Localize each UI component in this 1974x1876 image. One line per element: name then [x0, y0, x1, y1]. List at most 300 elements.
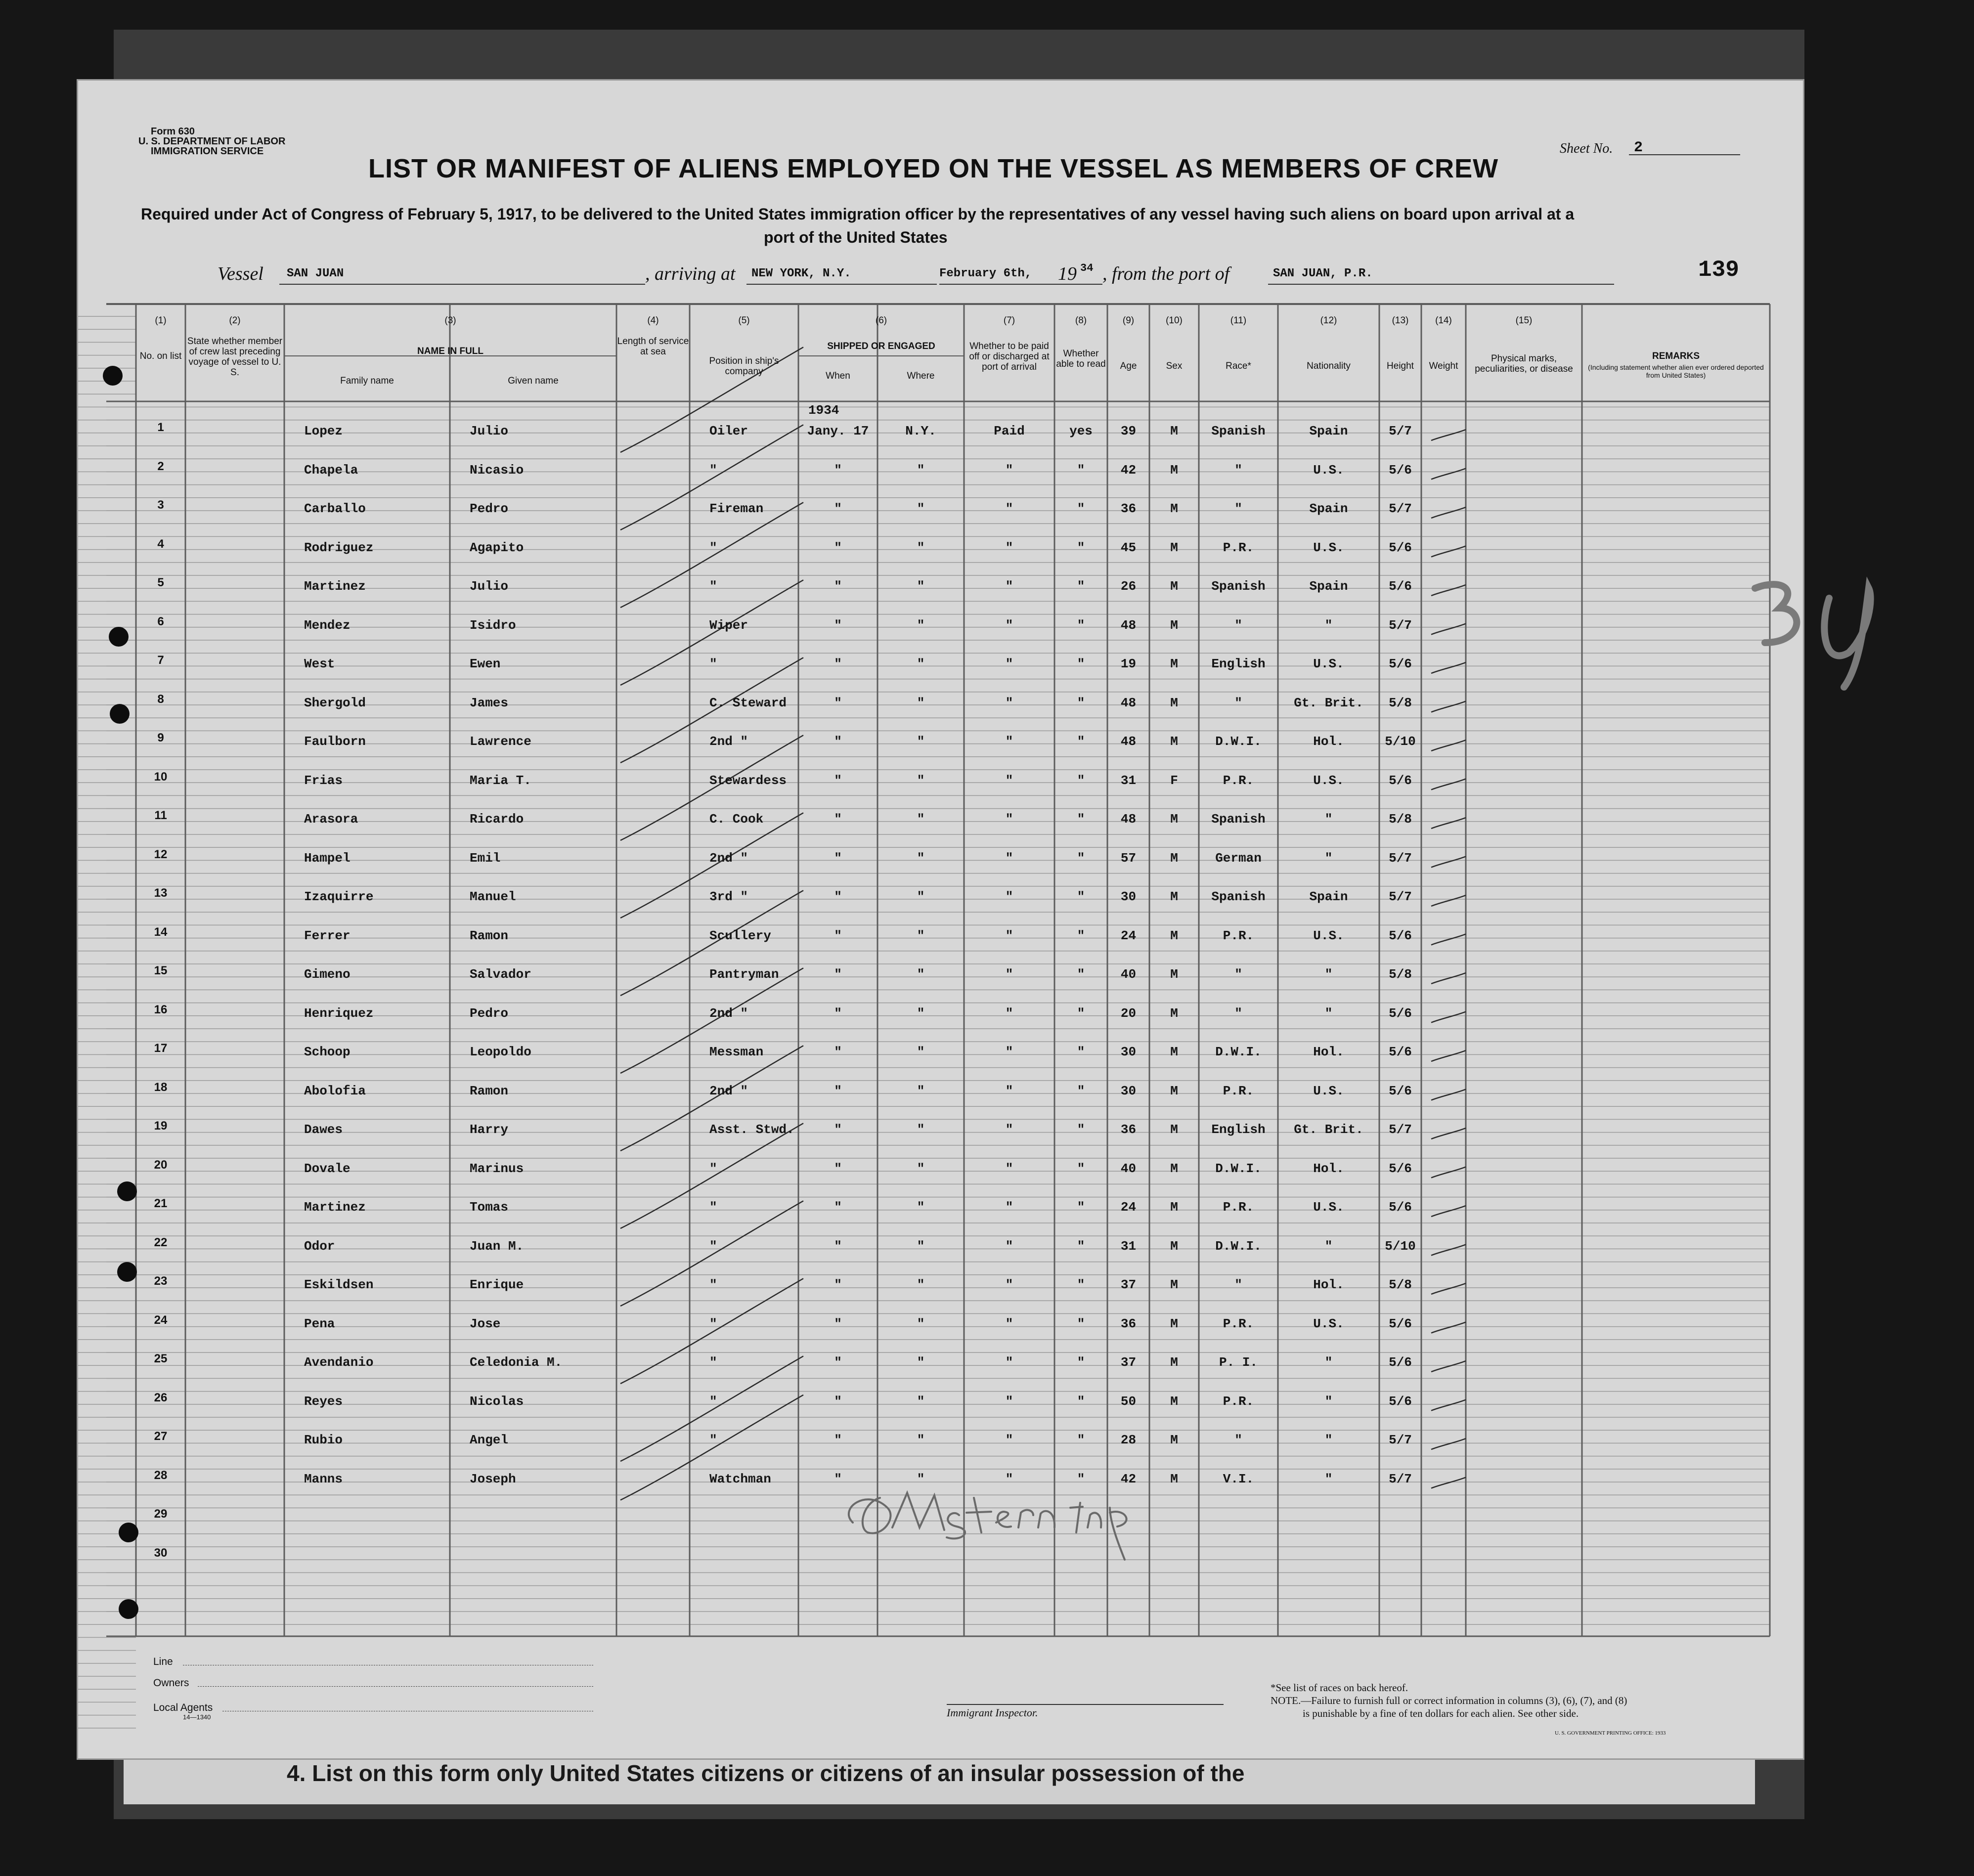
cell-age: 36: [1120, 501, 1137, 516]
cell-shipped-when: ": [834, 1394, 842, 1409]
cell-able-to-read: ": [1077, 540, 1085, 555]
weight-tick-mark: [1431, 895, 1466, 906]
document-subtitle-line2: port of the United States: [764, 228, 948, 246]
column-number-11: (11): [1230, 315, 1247, 326]
cell-able-to-read: ": [1077, 1471, 1085, 1486]
cell-position: 2nd ": [709, 1083, 748, 1098]
manifest-sheet: [77, 79, 1804, 1760]
cell-nationality: U.S.: [1313, 928, 1344, 943]
column-number-9: (9): [1122, 315, 1135, 326]
weight-tick-mark: [1431, 1322, 1466, 1333]
cell-paid-off: ": [1005, 1200, 1013, 1215]
cell-family-name: Carballo: [304, 501, 366, 516]
cell-height: 5/6: [1389, 462, 1412, 478]
cell-sex: M: [1170, 1005, 1178, 1021]
cell-sex: M: [1170, 540, 1178, 555]
cell-position: ": [709, 1355, 717, 1370]
cell-shipped-when: ": [834, 1277, 842, 1292]
cell-race: Spanish: [1211, 812, 1266, 827]
cell-nationality: Gt. Brit.: [1294, 1122, 1363, 1137]
cell-race: V.I.: [1223, 1471, 1254, 1486]
cell-shipped-where: ": [917, 850, 925, 866]
cell-position: 3rd ": [709, 889, 748, 904]
cell-age: 37: [1120, 1277, 1137, 1292]
cell-family-name: Gimeno: [304, 967, 351, 982]
cell-height: 5/6: [1389, 1005, 1412, 1021]
row-number: 16: [154, 1003, 168, 1016]
weight-tick-mark: [1431, 857, 1466, 868]
weight-tick-mark: [1431, 779, 1466, 790]
cell-shipped-when: ": [834, 967, 842, 982]
cell-race: Spanish: [1211, 889, 1266, 904]
cell-paid-off: ": [1005, 967, 1013, 982]
cell-nationality: Spain: [1309, 889, 1348, 904]
weight-tick-mark: [1431, 430, 1466, 440]
cell-shipped-when: ": [834, 579, 842, 594]
cell-nationality: U.S.: [1313, 1316, 1344, 1331]
header-race: Race*: [1226, 361, 1251, 371]
cell-shipped-where: ": [917, 656, 925, 671]
cell-race: P.R.: [1223, 1200, 1254, 1215]
cell-paid-off: ": [1005, 1471, 1013, 1486]
cell-height: 5/7: [1389, 424, 1412, 438]
row-number: 30: [154, 1546, 168, 1560]
cell-able-to-read: ": [1077, 889, 1085, 904]
document-subtitle-line1: Required under Act of Congress of February 5, 1917, to be delivered to the United States immigration officer by the representatives of any vessel having such aliens on board upon arrival at a: [141, 205, 1575, 223]
weight-tick-mark: [1431, 1400, 1466, 1411]
cell-race: ": [1234, 695, 1242, 710]
cell-family-name: Schoop: [304, 1045, 351, 1059]
cell-shipped-where: ": [917, 773, 925, 788]
departure-port: SAN JUAN, P.R.: [1273, 267, 1373, 280]
cell-sex: M: [1170, 462, 1178, 478]
cell-given-name: Ramon: [470, 928, 509, 943]
cell-shipped-when: ": [834, 1122, 842, 1137]
cell-nationality: ": [1324, 1355, 1333, 1370]
cell-sex: M: [1170, 1045, 1178, 1059]
cell-able-to-read: ": [1077, 928, 1085, 943]
cell-shipped-where: ": [917, 1238, 925, 1254]
cell-age: 31: [1120, 1238, 1137, 1254]
cell-shipped-when: Jany. 17: [807, 424, 869, 438]
cell-position: Messman: [709, 1045, 764, 1059]
arrival-year: 34: [1080, 262, 1094, 274]
cell-paid-off: ": [1005, 1277, 1013, 1292]
cell-position: Scullery: [709, 928, 771, 943]
cell-family-name: Mendez: [304, 617, 351, 633]
cell-race: D.W.I.: [1215, 1161, 1262, 1176]
cell-able-to-read: ": [1077, 656, 1085, 671]
header-shipped-or-engaged: SHIPPED OR ENGAGED: [827, 341, 935, 351]
cell-sex: M: [1170, 695, 1178, 710]
cell-given-name: Pedro: [470, 1005, 509, 1021]
cell-nationality: U.S.: [1313, 773, 1344, 788]
row-number: 26: [154, 1391, 168, 1404]
row-number: 2: [157, 459, 164, 473]
row-number: 18: [154, 1080, 168, 1094]
cell-position: 2nd ": [709, 734, 748, 749]
cell-family-name: Manns: [304, 1471, 343, 1486]
cell-nationality: Hol.: [1313, 1161, 1344, 1176]
weight-tick-mark: [1431, 934, 1466, 945]
row-number: 1: [157, 421, 164, 434]
cell-paid-off: ": [1005, 812, 1013, 827]
cell-sex: M: [1170, 850, 1178, 866]
cell-shipped-where: ": [917, 617, 925, 633]
cell-given-name: Lawrence: [470, 734, 531, 749]
cell-race: Spanish: [1211, 424, 1266, 438]
cell-height: 5/8: [1389, 812, 1412, 827]
cell-sex: M: [1170, 1394, 1178, 1409]
cell-sex: M: [1170, 1471, 1178, 1486]
cell-paid-off: ": [1005, 773, 1013, 788]
cell-shipped-where: ": [917, 967, 925, 982]
column-number-4: (4): [647, 315, 659, 326]
weight-tick-mark: [1431, 1128, 1466, 1139]
cell-race: P.R.: [1223, 540, 1254, 555]
cell-sex: M: [1170, 967, 1178, 982]
cell-shipped-when: ": [834, 617, 842, 633]
cell-family-name: Eskildsen: [304, 1277, 374, 1292]
weight-tick-mark: [1431, 546, 1466, 557]
cell-family-name: Ferrer: [304, 928, 351, 943]
header-sex: Sex: [1166, 361, 1183, 371]
races-note: *See list of races on back hereof.: [1271, 1682, 1408, 1694]
cell-given-name: Nicasio: [470, 462, 524, 478]
row-number: 17: [154, 1042, 168, 1055]
header-position: Position in ship's company: [709, 356, 779, 377]
sheet-number-value: 2: [1634, 139, 1643, 156]
cell-nationality: U.S.: [1313, 1083, 1344, 1098]
cell-given-name: Celedonia M.: [470, 1355, 563, 1370]
cell-age: 48: [1120, 695, 1137, 710]
row-number: 29: [154, 1507, 168, 1521]
cell-able-to-read: ": [1077, 734, 1085, 749]
cell-able-to-read: ": [1077, 462, 1085, 478]
cell-able-to-read: ": [1077, 1005, 1085, 1021]
column-number-6: (6): [875, 315, 887, 326]
weight-tick-mark: [1431, 1167, 1466, 1178]
row-number: 28: [154, 1468, 168, 1482]
cell-race: P.R.: [1223, 773, 1254, 788]
cell-race: P.R.: [1223, 928, 1254, 943]
cell-given-name: Tomas: [470, 1200, 509, 1215]
cell-paid-off: ": [1005, 1083, 1013, 1098]
cell-nationality: ": [1324, 1471, 1333, 1486]
cell-position: Stewardess: [709, 773, 787, 788]
header-length-of-service: Length of service at sea: [617, 336, 689, 357]
header-weight: Weight: [1429, 361, 1458, 371]
department-name: U. S. DEPARTMENT OF LABOR: [138, 136, 286, 147]
cell-family-name: Lopez: [304, 424, 343, 438]
cell-nationality: ": [1324, 1433, 1333, 1447]
cell-age: 57: [1120, 850, 1137, 866]
cell-paid-off: ": [1005, 889, 1013, 904]
cell-height: 5/8: [1389, 1277, 1412, 1292]
cell-position: C. Cook: [709, 812, 764, 827]
cell-given-name: Nicolas: [470, 1394, 524, 1409]
cell-given-name: Juan M.: [470, 1238, 524, 1254]
cell-height: 5/6: [1389, 1394, 1412, 1409]
cell-sex: M: [1170, 501, 1178, 516]
cell-age: 31: [1120, 773, 1137, 788]
cell-height: 5/7: [1389, 617, 1412, 633]
cell-paid-off: ": [1005, 1394, 1013, 1409]
cell-position: ": [709, 1394, 717, 1409]
cell-position: ": [709, 579, 717, 594]
cell-sex: M: [1170, 812, 1178, 827]
cell-family-name: Arasora: [304, 812, 358, 827]
cell-age: 24: [1120, 1200, 1137, 1215]
weight-tick-mark: [1431, 701, 1466, 712]
header-physical-marks: Physical marks, peculiarities, or disease: [1475, 353, 1573, 374]
cell-age: 19: [1120, 656, 1137, 671]
weight-tick-mark: [1431, 507, 1466, 518]
cell-able-to-read: ": [1077, 773, 1085, 788]
cell-race: D.W.I.: [1215, 1238, 1262, 1254]
binder-hole: [117, 1262, 137, 1282]
row-number: 24: [154, 1313, 168, 1327]
cell-family-name: Pena: [304, 1316, 335, 1331]
cell-height: 5/7: [1389, 1122, 1412, 1137]
cell-given-name: Salvador: [470, 967, 531, 982]
cell-sex: M: [1170, 1316, 1178, 1331]
cell-age: 28: [1120, 1433, 1137, 1447]
cell-sex: M: [1170, 1238, 1178, 1254]
cell-position: ": [709, 1200, 717, 1215]
cell-position: Asst. Stwd.: [709, 1122, 794, 1137]
cell-able-to-read: ": [1077, 1200, 1085, 1215]
cell-sex: M: [1170, 1122, 1178, 1137]
cell-shipped-when: ": [834, 540, 842, 555]
cell-shipped-where: ": [917, 540, 925, 555]
cell-age: 30: [1120, 889, 1137, 904]
cell-sex: M: [1170, 1161, 1178, 1176]
cell-able-to-read: ": [1077, 850, 1085, 866]
cell-sex: M: [1170, 1433, 1178, 1447]
cell-shipped-when: ": [834, 462, 842, 478]
cell-shipped-when: ": [834, 773, 842, 788]
cell-race: P.R.: [1223, 1083, 1254, 1098]
cell-given-name: Agapito: [470, 540, 524, 555]
cell-nationality: ": [1324, 617, 1333, 633]
arrival-date: February 6th,: [939, 267, 1032, 280]
row-number: 5: [157, 576, 164, 589]
column-number-8: (8): [1075, 315, 1087, 326]
cell-shipped-where: ": [917, 1161, 925, 1176]
cell-nationality: U.S.: [1313, 462, 1344, 478]
cell-height: 5/10: [1385, 734, 1416, 749]
cell-sex: M: [1170, 1083, 1178, 1098]
cell-nationality: U.S.: [1313, 540, 1344, 555]
cell-shipped-where: ": [917, 1122, 925, 1137]
cell-paid-off: ": [1005, 1433, 1013, 1447]
cell-shipped-where: ": [917, 928, 925, 943]
cell-age: 48: [1120, 812, 1137, 827]
cell-race: P. I.: [1219, 1355, 1258, 1370]
cell-age: 24: [1120, 928, 1137, 943]
cell-shipped-when: ": [834, 1471, 842, 1486]
cell-sex: M: [1170, 424, 1178, 438]
cell-position: Fireman: [709, 501, 764, 516]
column-number-10: (10): [1166, 315, 1183, 326]
cell-shipped-when: ": [834, 1005, 842, 1021]
cell-able-to-read: ": [1077, 1238, 1085, 1254]
cell-shipped-where: ": [917, 1083, 925, 1098]
cell-given-name: Pedro: [470, 501, 509, 516]
weight-tick-mark: [1431, 1283, 1466, 1294]
cell-position: 2nd ": [709, 850, 748, 866]
cell-shipped-where: ": [917, 1471, 925, 1486]
cell-given-name: Maria T.: [470, 773, 531, 788]
fine-note-line1: NOTE.—Failure to furnish full or correct information in columns (3), (6), (7), and (8): [1271, 1695, 1627, 1706]
cell-able-to-read: ": [1077, 1122, 1085, 1137]
binder-hole: [117, 1181, 137, 1201]
cell-nationality: U.S.: [1313, 656, 1344, 671]
footer-owners-underline: [198, 1686, 593, 1687]
cell-age: 48: [1120, 734, 1137, 749]
cell-paid-off: ": [1005, 1161, 1013, 1176]
cell-paid-off: ": [1005, 1238, 1013, 1254]
cell-family-name: Martinez: [304, 579, 366, 594]
cell-paid-off: ": [1005, 850, 1013, 866]
cell-shipped-when: ": [834, 695, 842, 710]
cell-sex: M: [1170, 656, 1178, 671]
cell-family-name: Rodriguez: [304, 540, 374, 555]
row-number: 7: [157, 654, 164, 667]
cell-age: 50: [1120, 1394, 1137, 1409]
cell-nationality: Gt. Brit.: [1294, 695, 1363, 710]
cell-shipped-where: ": [917, 501, 925, 516]
cell-nationality: ": [1324, 1005, 1333, 1021]
cell-able-to-read: ": [1077, 1277, 1085, 1292]
row-number: 15: [154, 964, 168, 977]
form-number: Form 630: [151, 126, 195, 137]
weight-tick-mark: [1431, 1090, 1466, 1100]
cell-race: ": [1234, 1433, 1242, 1447]
header-remarks-note: (Including statement whether alien ever ordered deported from United States): [1588, 363, 1764, 379]
header-name-in-full: NAME IN FULL: [417, 346, 484, 356]
column-number-3: (3): [444, 315, 456, 326]
document-title: LIST OR MANIFEST OF ALIENS EMPLOYED ON THE VESSEL AS MEMBERS OF CREW: [368, 154, 1499, 183]
cell-position: Wiper: [709, 617, 748, 633]
weight-tick-mark: [1431, 1478, 1466, 1488]
inspector-signature: [833, 1468, 1189, 1567]
cell-height: 5/6: [1389, 1200, 1412, 1215]
footer-line-label: Line: [153, 1656, 173, 1667]
cell-age: 30: [1120, 1083, 1137, 1098]
cell-height: 5/10: [1385, 1238, 1416, 1254]
cell-paid-off: ": [1005, 695, 1013, 710]
cell-paid-off: ": [1005, 1045, 1013, 1059]
weight-tick-mark: [1431, 1439, 1466, 1449]
cell-race: ": [1234, 462, 1242, 478]
cell-shipped-when: ": [834, 734, 842, 749]
cell-nationality: Spain: [1309, 424, 1348, 438]
cell-race: ": [1234, 1277, 1242, 1292]
cell-height: 5/6: [1389, 773, 1412, 788]
printing-office: U. S. GOVERNMENT PRINTING OFFICE: 1933: [1555, 1730, 1666, 1736]
cell-family-name: Dovale: [304, 1161, 351, 1176]
cell-position: ": [709, 462, 717, 478]
row-number: 3: [157, 498, 164, 512]
shipped-year: 1934: [808, 403, 839, 418]
cell-able-to-read: ": [1077, 1083, 1085, 1098]
cell-sex: M: [1170, 1200, 1178, 1215]
column-number-1: (1): [155, 315, 167, 326]
cell-race: Spanish: [1211, 579, 1266, 594]
cell-position: ": [709, 1277, 717, 1292]
cell-family-name: Avendanio: [304, 1355, 374, 1370]
cell-nationality: Hol.: [1313, 734, 1344, 749]
cell-given-name: Julio: [470, 579, 509, 594]
cell-paid-off: ": [1005, 501, 1013, 516]
binder-hole: [119, 1599, 138, 1619]
cell-paid-off: ": [1005, 1355, 1013, 1370]
cell-paid-off: ": [1005, 1005, 1013, 1021]
cell-shipped-when: ": [834, 1045, 842, 1059]
cell-shipped-when: ": [834, 1433, 842, 1447]
cell-shipped-where: ": [917, 1433, 925, 1447]
cell-given-name: Ramon: [470, 1083, 509, 1098]
cell-sex: M: [1170, 579, 1178, 594]
cell-shipped-when: ": [834, 1083, 842, 1098]
cell-age: 40: [1120, 1161, 1137, 1176]
column-number-15: (15): [1515, 315, 1533, 326]
cell-nationality: Hol.: [1313, 1045, 1344, 1059]
cell-able-to-read: ": [1077, 1355, 1085, 1370]
row-number: 19: [154, 1119, 168, 1133]
cell-paid-off: ": [1005, 579, 1013, 594]
cell-height: 5/7: [1389, 501, 1412, 516]
cell-nationality: ": [1324, 1394, 1333, 1409]
row-number: 25: [154, 1352, 168, 1365]
cell-age: 36: [1120, 1316, 1137, 1331]
row-number: 22: [154, 1235, 168, 1249]
row-number: 4: [157, 537, 164, 551]
vessel-label: Vessel: [218, 263, 263, 284]
cell-given-name: Marinus: [470, 1161, 524, 1176]
cell-able-to-read: ": [1077, 501, 1085, 516]
cell-paid-off: ": [1005, 1122, 1013, 1137]
cell-given-name: Angel: [470, 1433, 509, 1447]
cell-nationality: ": [1324, 812, 1333, 827]
cell-shipped-when: ": [834, 850, 842, 866]
cell-height: 5/7: [1389, 850, 1412, 866]
handwritten-mark: [1745, 568, 1893, 692]
cell-family-name: Rubio: [304, 1433, 343, 1447]
cell-sex: M: [1170, 617, 1178, 633]
cell-family-name: Odor: [304, 1238, 335, 1254]
cell-shipped-when: ": [834, 1200, 842, 1215]
cell-height: 5/6: [1389, 1045, 1412, 1059]
column-number-5: (5): [738, 315, 750, 326]
cell-position: 2nd ": [709, 1005, 748, 1021]
cell-able-to-read: yes: [1069, 424, 1093, 438]
sheet-number-label: Sheet No.: [1560, 141, 1613, 156]
cell-given-name: Leopoldo: [470, 1045, 531, 1059]
column-number-2: (2): [229, 315, 241, 326]
cell-shipped-when: ": [834, 889, 842, 904]
cell-given-name: Emil: [470, 850, 501, 866]
header-remarks: REMARKS: [1652, 351, 1700, 361]
cell-age: 40: [1120, 967, 1137, 982]
footer-owners-label: Owners: [153, 1677, 189, 1689]
weight-tick-mark: [1431, 740, 1466, 751]
cell-height: 5/7: [1389, 889, 1412, 904]
header-paid-off: Whether to be paid off or discharged at port of arrival: [969, 341, 1050, 372]
cell-age: 48: [1120, 617, 1137, 633]
